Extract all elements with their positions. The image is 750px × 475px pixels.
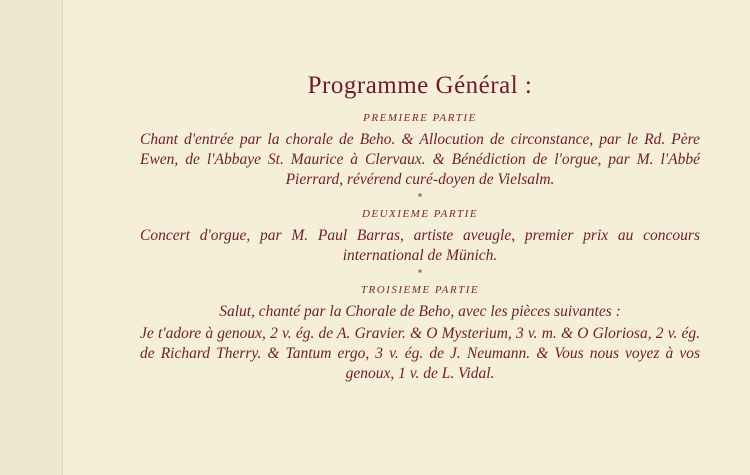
program-content [140, 72, 700, 384]
section-heading: DEUXIEME PARTIE [361, 208, 479, 220]
page-margin-strip [0, 0, 63, 475]
section-heading: TROISIEME PARTIE [360, 284, 480, 296]
star-separator: * [417, 269, 423, 279]
section-part-1 [140, 112, 700, 190]
section-heading: PREMIERE PARTIE [363, 112, 477, 124]
section-intro: Salut, chanté par la Chorale de Beho, avec les pièces suivantes : [219, 303, 621, 320]
section-text: Concert d'orgue, par M. Paul Barras, artiste aveugle, premier prix au concours international de Münich. [140, 227, 700, 264]
section-text: Je t'adore à genoux, 2 v. ég. de A. Gravier. & O Mysterium, 3 v. m. & O Gloriosa, 2 v. ég. de Richard Therry. & Tantum ergo, 3 v. ég. de J. Neumann. & Vous nous voyez à vos genoux, 1 v. de L. Vidal. [140, 325, 700, 382]
program-title: Programme Général : [307, 72, 533, 99]
star-separator: * [417, 193, 423, 203]
section-part-2 [140, 208, 700, 266]
section-text: Chant d'entrée par la chorale de Beho. & Allocution de circonstance, par le Rd. Père Ewen, de l'Abbaye St. Maurice à Clervaux. & Bénédiction de l'orgue, par M. l'Abbé Pierrard, révérend curé-doyen de Vielsalm. [140, 131, 700, 188]
section-part-3 [140, 284, 700, 384]
